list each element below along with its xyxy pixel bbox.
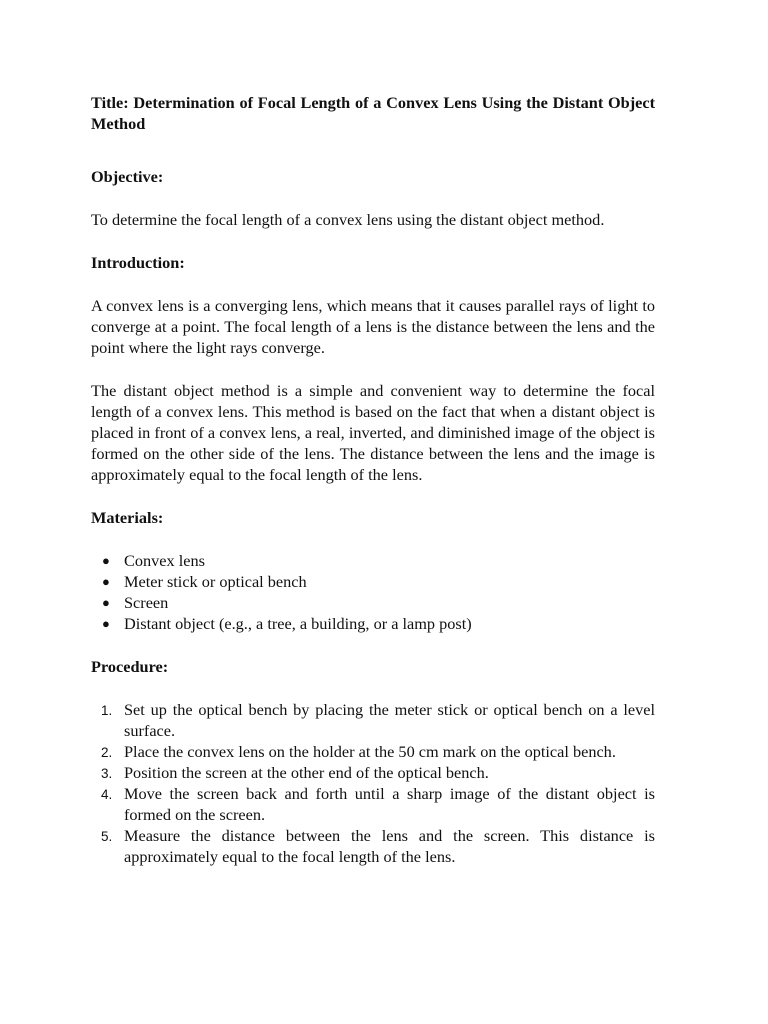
objective-heading: Objective: bbox=[91, 167, 164, 186]
step-number: 2. bbox=[101, 745, 113, 760]
bullet-icon: ● bbox=[102, 553, 110, 568]
procedure-steps bbox=[91, 699, 655, 867]
step-text: Move the screen back and forth until a sharp image of the distant object is formed on the screen. bbox=[124, 784, 655, 824]
bullet-icon: ● bbox=[102, 595, 110, 610]
objective-text: To determine the focal length of a convex lens using the distant object method. bbox=[91, 210, 605, 229]
step-number: 5. bbox=[101, 829, 113, 844]
material-item-label: Distant object (e.g., a tree, a building, or a lamp post) bbox=[124, 614, 472, 633]
step-text: Place the convex lens on the holder at the 50 cm mark on the optical bench. bbox=[124, 742, 616, 761]
list-item bbox=[91, 762, 655, 783]
introduction-paragraph-1: A convex lens is a converging lens, which means that it causes parallel rays of light to converge at a point. The focal length of a lens is the distance between the lens and the point where the light rays converge. bbox=[91, 296, 655, 357]
materials-list bbox=[91, 550, 655, 634]
step-text: Measure the distance between the lens and the screen. This distance is approximately equal to the focal length of the lens. bbox=[124, 826, 655, 866]
list-item bbox=[91, 613, 655, 634]
step-text: Set up the optical bench by placing the meter stick or optical bench on a level surface. bbox=[124, 700, 655, 740]
introduction-heading: Introduction: bbox=[91, 253, 185, 272]
material-item-label: Meter stick or optical bench bbox=[124, 572, 307, 591]
list-item bbox=[91, 783, 655, 825]
step-text: Position the screen at the other end of the optical bench. bbox=[124, 763, 489, 782]
list-item bbox=[91, 741, 655, 762]
list-item bbox=[91, 825, 655, 867]
step-number: 4. bbox=[101, 787, 113, 802]
list-item bbox=[91, 571, 655, 592]
procedure-heading: Procedure: bbox=[91, 657, 169, 676]
materials-heading: Materials: bbox=[91, 508, 164, 527]
bullet-icon: ● bbox=[102, 574, 110, 589]
bullet-icon: ● bbox=[102, 616, 110, 631]
list-item bbox=[91, 592, 655, 613]
material-item-label: Convex lens bbox=[124, 551, 205, 570]
step-number: 1. bbox=[101, 703, 113, 718]
introduction-paragraph-2: The distant object method is a simple and convenient way to determine the focal length of a convex lens. This method is based on the fact that when a distant object is placed in front of a convex lens, a real, inverted, and diminished image of the object is formed on the other side of the lens. The distance between the lens and the image is approximately equal to the focal length of the lens. bbox=[91, 381, 655, 484]
material-item-label: Screen bbox=[124, 593, 169, 612]
list-item bbox=[91, 550, 655, 571]
list-item bbox=[91, 699, 655, 741]
document-title: Title: Determination of Focal Length of a Convex Lens Using the Distant Object Method bbox=[91, 93, 655, 133]
step-number: 3. bbox=[101, 766, 113, 781]
